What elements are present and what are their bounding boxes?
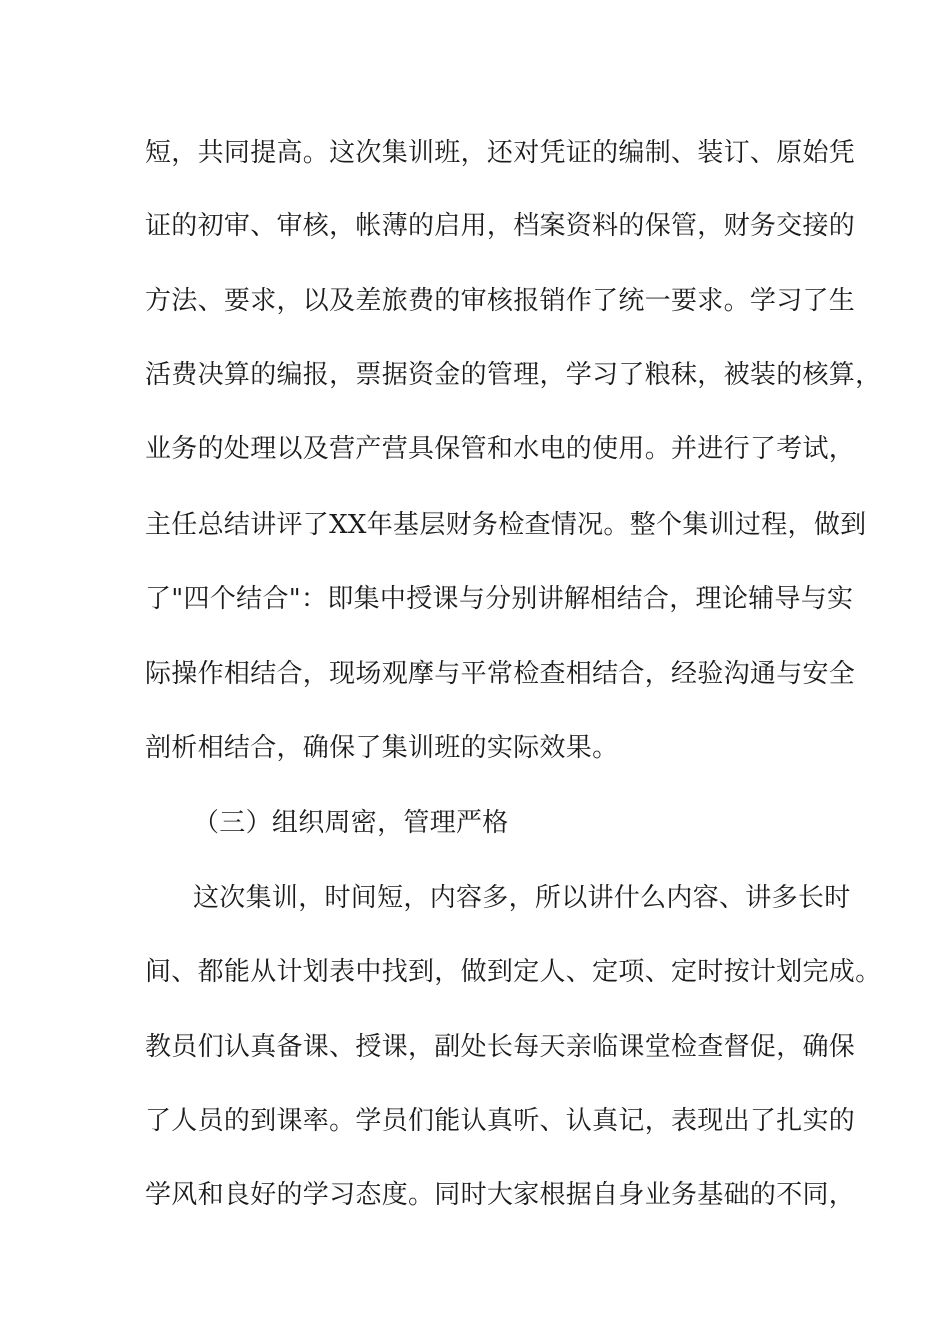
text-line: 教员们认真备课、授课，副处长每天亲临课堂检查督促，确保 — [145, 1032, 856, 1062]
text-line: 短，共同提高。这次集训班，还对凭证的编制、装订、原始凭 — [145, 138, 856, 168]
text-line: 了"四个结合"：即集中授课与分别讲解相结合，理论辅导与实 — [145, 584, 854, 614]
text-line: 剖析相结合，确保了集训班的实际效果。 — [145, 733, 619, 763]
text-line: 主任总结讲评了XX年基层财务检查情况。整个集训过程，做到 — [145, 510, 867, 540]
text-line: 活费决算的编报，票据资金的管理，学习了粮秣，被装的核算， — [145, 360, 882, 390]
text-line: 间、都能从计划表中找到，做到定人、定项、定时按计划完成。 — [145, 957, 882, 987]
section-heading: （三）组织周密，管理严格 — [193, 808, 509, 838]
text-line: 业务的处理以及营产营具保管和水电的使用。并进行了考试， — [145, 434, 856, 464]
text-line: 方法、要求，以及差旅费的审核报销作了统一要求。学习了生 — [145, 286, 856, 316]
paragraph-first-line: 这次集训，时间短，内容多，所以讲什么内容、讲多长时 — [193, 883, 851, 913]
text-line: 学风和良好的学习态度。同时大家根据自身业务基础的不同， — [145, 1180, 856, 1210]
text-line: 证的初审、审核，帐薄的启用，档案资料的保管，财务交接的 — [145, 211, 856, 241]
text-line: 际操作相结合，现场观摩与平常检查相结合，经验沟通与安全 — [145, 659, 856, 689]
text-line: 了人员的到课率。学员们能认真听、认真记，表现出了扎实的 — [145, 1106, 856, 1136]
